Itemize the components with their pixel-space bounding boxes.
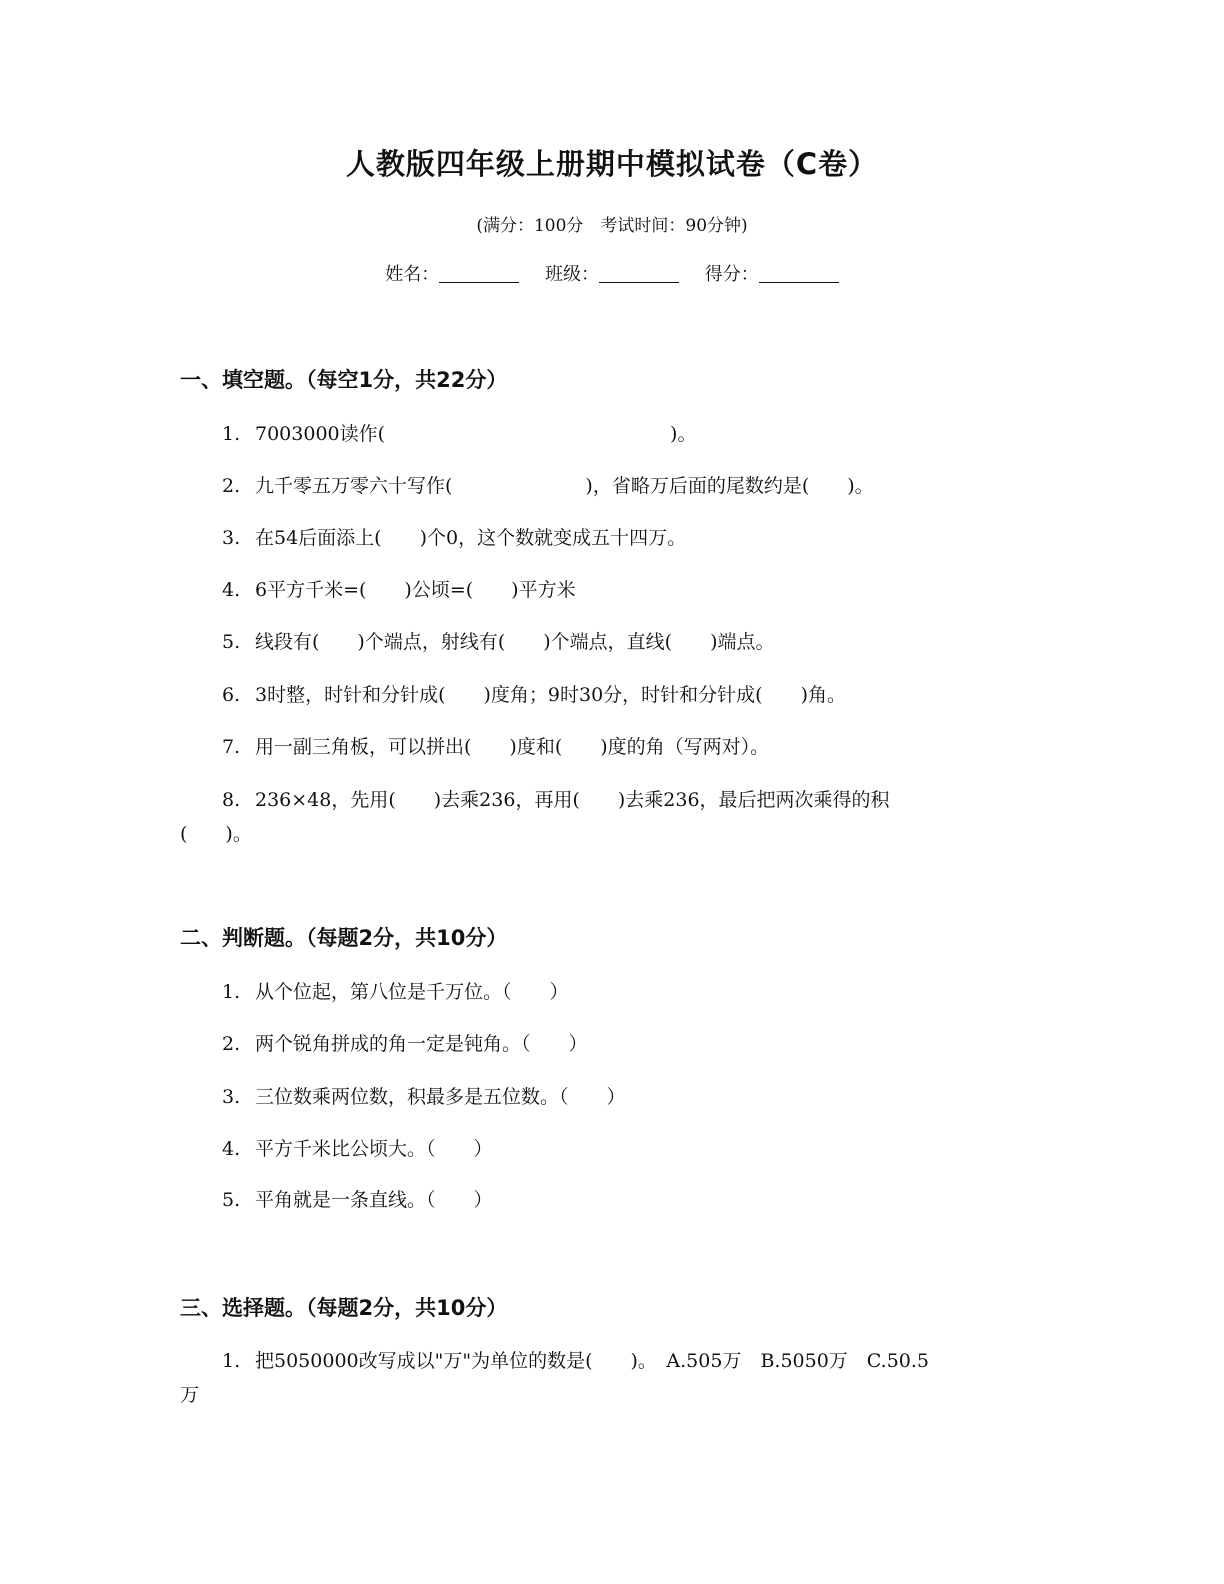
section-fill-blank-title: 一、填空题。（每空1分，共22分）	[180, 368, 508, 392]
question-text: 九千零五万零六十写作( )，省略万后面的尾数约是( )。	[255, 475, 874, 497]
score-blank[interactable]	[759, 266, 839, 283]
question-number: 7.	[222, 736, 241, 758]
question-item	[222, 523, 686, 550]
question-number: 3.	[222, 1086, 241, 1108]
question-number: 2.	[222, 1033, 241, 1055]
question-item	[222, 627, 774, 654]
question-item	[222, 1346, 929, 1373]
question-number: 8.	[222, 789, 241, 811]
name-blank[interactable]	[439, 266, 519, 283]
score-label: 得分：	[704, 264, 759, 285]
question-text: 三位数乘两位数，积最多是五位数。（ ）	[255, 1086, 626, 1108]
question-text: 236×48，先用( )去乘236，再用( )去乘236，最后把两次乘得的积	[255, 789, 890, 811]
class-blank[interactable]	[599, 266, 679, 283]
question-number: 4.	[222, 1138, 241, 1160]
question-text: 用一副三角板，可以拼出( )度和( )度的角（写两对）。	[255, 736, 770, 758]
question-item	[222, 1185, 493, 1212]
question-item	[222, 1134, 493, 1161]
question-item	[222, 785, 890, 812]
question-item	[222, 1029, 588, 1056]
question-text: 线段有( )个端点，射线有( )个端点，直线( )端点。	[255, 631, 775, 653]
class-label: 班级：	[545, 264, 599, 285]
question-number: 5.	[222, 1189, 241, 1211]
question-item	[222, 575, 576, 602]
question-number: 1.	[222, 981, 241, 1003]
question-text: 把5050000改写成以"万"为单位的数是( )。 A.505万 B.5050万 C.50.5	[255, 1350, 930, 1372]
question-item	[222, 471, 874, 498]
question-number: 1.	[222, 1350, 241, 1372]
question-continuation: 万	[180, 1384, 200, 1406]
question-item	[222, 419, 696, 446]
question-number: 6.	[222, 684, 241, 706]
question-number: 3.	[222, 527, 241, 549]
section-true-false-title: 二、判断题。（每题2分，共10分）	[180, 926, 508, 950]
question-number: 4.	[222, 579, 241, 601]
exam-subtitle: (满分：100分 考试时间：90分钟)	[476, 216, 748, 236]
question-item	[222, 977, 569, 1004]
name-field	[385, 264, 525, 285]
question-text: 从个位起，第八位是千万位。（ ）	[255, 981, 569, 1003]
name-label: 姓名：	[385, 264, 440, 285]
question-text: 平角就是一条直线。（ ）	[255, 1189, 493, 1211]
question-number: 1.	[222, 423, 241, 445]
section-multiple-choice-title: 三、选择题。（每题2分，共10分）	[180, 1296, 508, 1320]
question-text: 7003000读作( )。	[255, 423, 697, 445]
score-field	[705, 264, 839, 285]
exam-title: 人教版四年级上册期中模拟试卷（C卷）	[345, 147, 879, 181]
question-item	[222, 1082, 626, 1109]
question-item	[222, 680, 846, 707]
question-number: 2.	[222, 475, 241, 497]
question-number: 5.	[222, 631, 241, 653]
question-text: 在54后面添上( )个0，这个数就变成五十四万。	[255, 527, 687, 549]
question-item	[222, 732, 769, 759]
question-continuation: ( )。	[180, 823, 252, 845]
question-text: 两个锐角拼成的角一定是钝角。（ ）	[255, 1033, 588, 1055]
question-text: 3时整，时针和分针成( )度角；9时30分，时针和分针成( )角。	[255, 684, 847, 706]
class-field	[545, 264, 685, 285]
question-text: 6平方千米=( )公顷=( )平方米	[255, 579, 576, 601]
question-text: 平方千米比公顷大。（ ）	[255, 1138, 493, 1160]
student-info-row	[0, 260, 1224, 286]
